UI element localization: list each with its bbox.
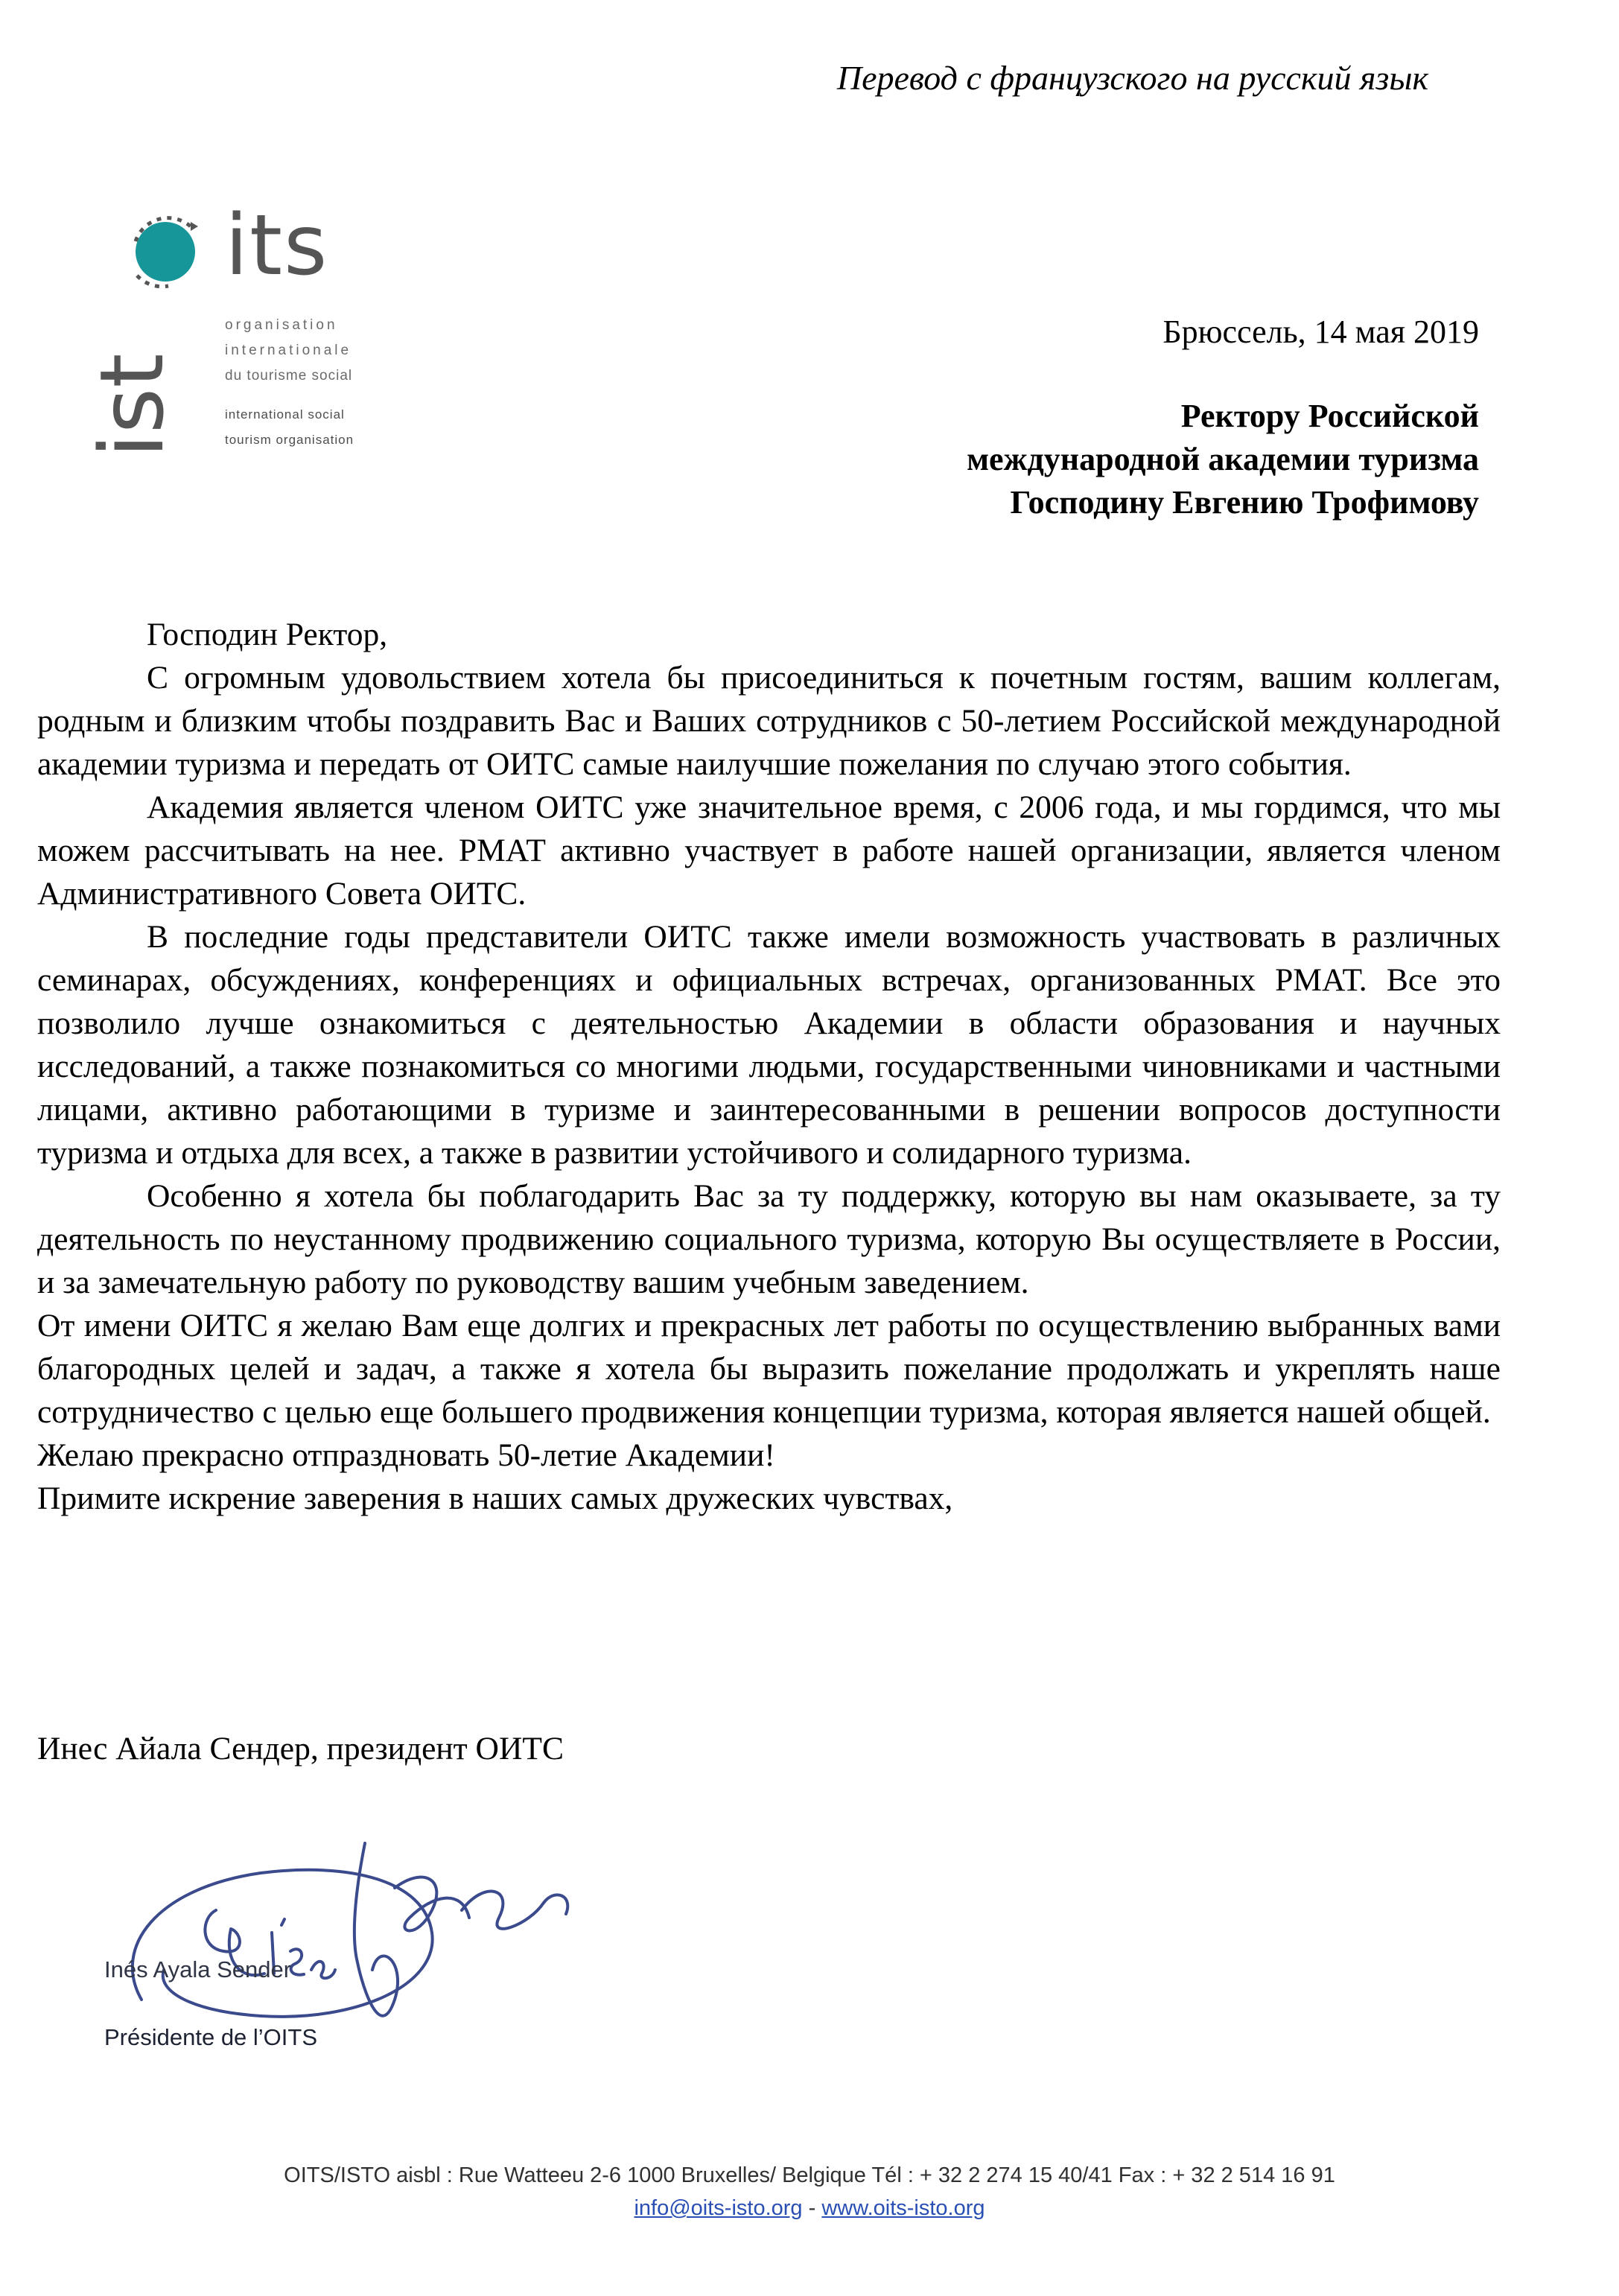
logo-o-circle: [136, 218, 198, 287]
recipient-line: Господину Евгению Трофимову: [1010, 484, 1479, 521]
handwritten-signature: [112, 1821, 588, 2059]
greeting: Господин Ректор,: [147, 617, 388, 652]
body-paragraph: С огромным удовольствием хотела бы присоединиться к почетным гостям, вашим коллегам, родным и близким чтобы поздравить Вас и Ваших сотрудников с 50-летием Российской международной академии туризма и передать от ОИТС самые наилучшие пожелания по случаю этого события.: [37, 660, 1501, 782]
logo-tagline-fr-1: organisation: [225, 317, 338, 333]
signature-title: Présidente de l’OITS: [104, 2024, 318, 2050]
footer-address: OITS/ISTO aisbl : Rue Watteeu 2-6 1000 Bruxelles/ Belgique Tél : + 32 2 274 15 40/41 Fax : + 32 2 514 16 91: [284, 2163, 1335, 2187]
body-paragraph: Академия является членом ОИТС уже значительное время, с 2006 года, и мы гордимся, что мы можем рассчитывать на нее. РМАТ активно участвует в работе нашей организации, является членом Административного Совета ОИТС.: [37, 789, 1501, 912]
closing-paragraph: От имени ОИТС я желаю Вам еще долгих и прекрасных лет работы по осуществлению выбранных вами благородных целей и задач, а также я хотела бы выразить пожелание продолжать и укреплять наше сотрудничество с целью еще большего продвижения концепции туризма, которая является нашей общей.: [37, 1308, 1501, 1430]
logo-tagline-en-2: tourism organisation: [225, 433, 354, 447]
footer-link-separator: -: [808, 2196, 816, 2220]
signer-line: Инес Айала Сендер, президент ОИТС: [37, 1731, 564, 1766]
logo-tagline-en-1: international social: [225, 407, 345, 422]
logo-brand-text: its: [225, 197, 329, 294]
recipient-block: [967, 395, 1479, 524]
logo-mark-text: ist: [80, 353, 183, 458]
letter-body: [37, 613, 1501, 1520]
logo-tagline-fr-3: du tourisme social: [225, 368, 353, 384]
recipient-line: Ректору Российской: [1180, 398, 1479, 434]
footer-email-link[interactable]: info@oits-isto.org: [634, 2196, 803, 2220]
regards-line: Примите искрение заверения в наших самых дружеских чувствах,: [37, 1481, 953, 1516]
logo-mark-vertical: [80, 353, 183, 458]
oits-isto-logo: [80, 186, 380, 462]
signature-name: Inés Ayala Sender: [104, 1956, 292, 1982]
footer-links: [0, 2196, 1619, 2221]
letter-date: Брюссель, 14 мая 2019: [1162, 314, 1479, 350]
wish-line: Желаю прекрасно отпраздновать 50-летие Академии!: [37, 1437, 775, 1473]
footer-website-link[interactable]: www.oits-isto.org: [821, 2196, 985, 2220]
body-paragraph: В последние годы представители ОИТС также имели возможность участвовать в различных семинарах, обсуждениях, конференциях и официальных встречах, организованных РМАТ. Все это позволило лучше ознакомиться с деятельностью Академии в области образования и научных исследований, а также познакомиться со многими людьми, государственными чиновниками и частными лицами, активно работающими в туризме и заинтересованными в решении вопросов доступности туризма и отдыха для всех, а также в развитии устойчивого и солидарного туризма.: [37, 919, 1501, 1171]
logo-tagline-fr-2: internationale: [225, 343, 352, 358]
body-paragraph: Особенно я хотела бы поблагодарить Вас за ту поддержку, которую вы нам оказываете, за ту деятельность по неустанному продвижению социального туризма, которую Вы осуществляете в России, и за замечательную работу по руководству вашим учебным заведением.: [37, 1178, 1501, 1300]
recipient-line: международной академии туризма: [967, 441, 1479, 477]
translation-note: Перевод с французского на русский язык: [836, 59, 1428, 97]
